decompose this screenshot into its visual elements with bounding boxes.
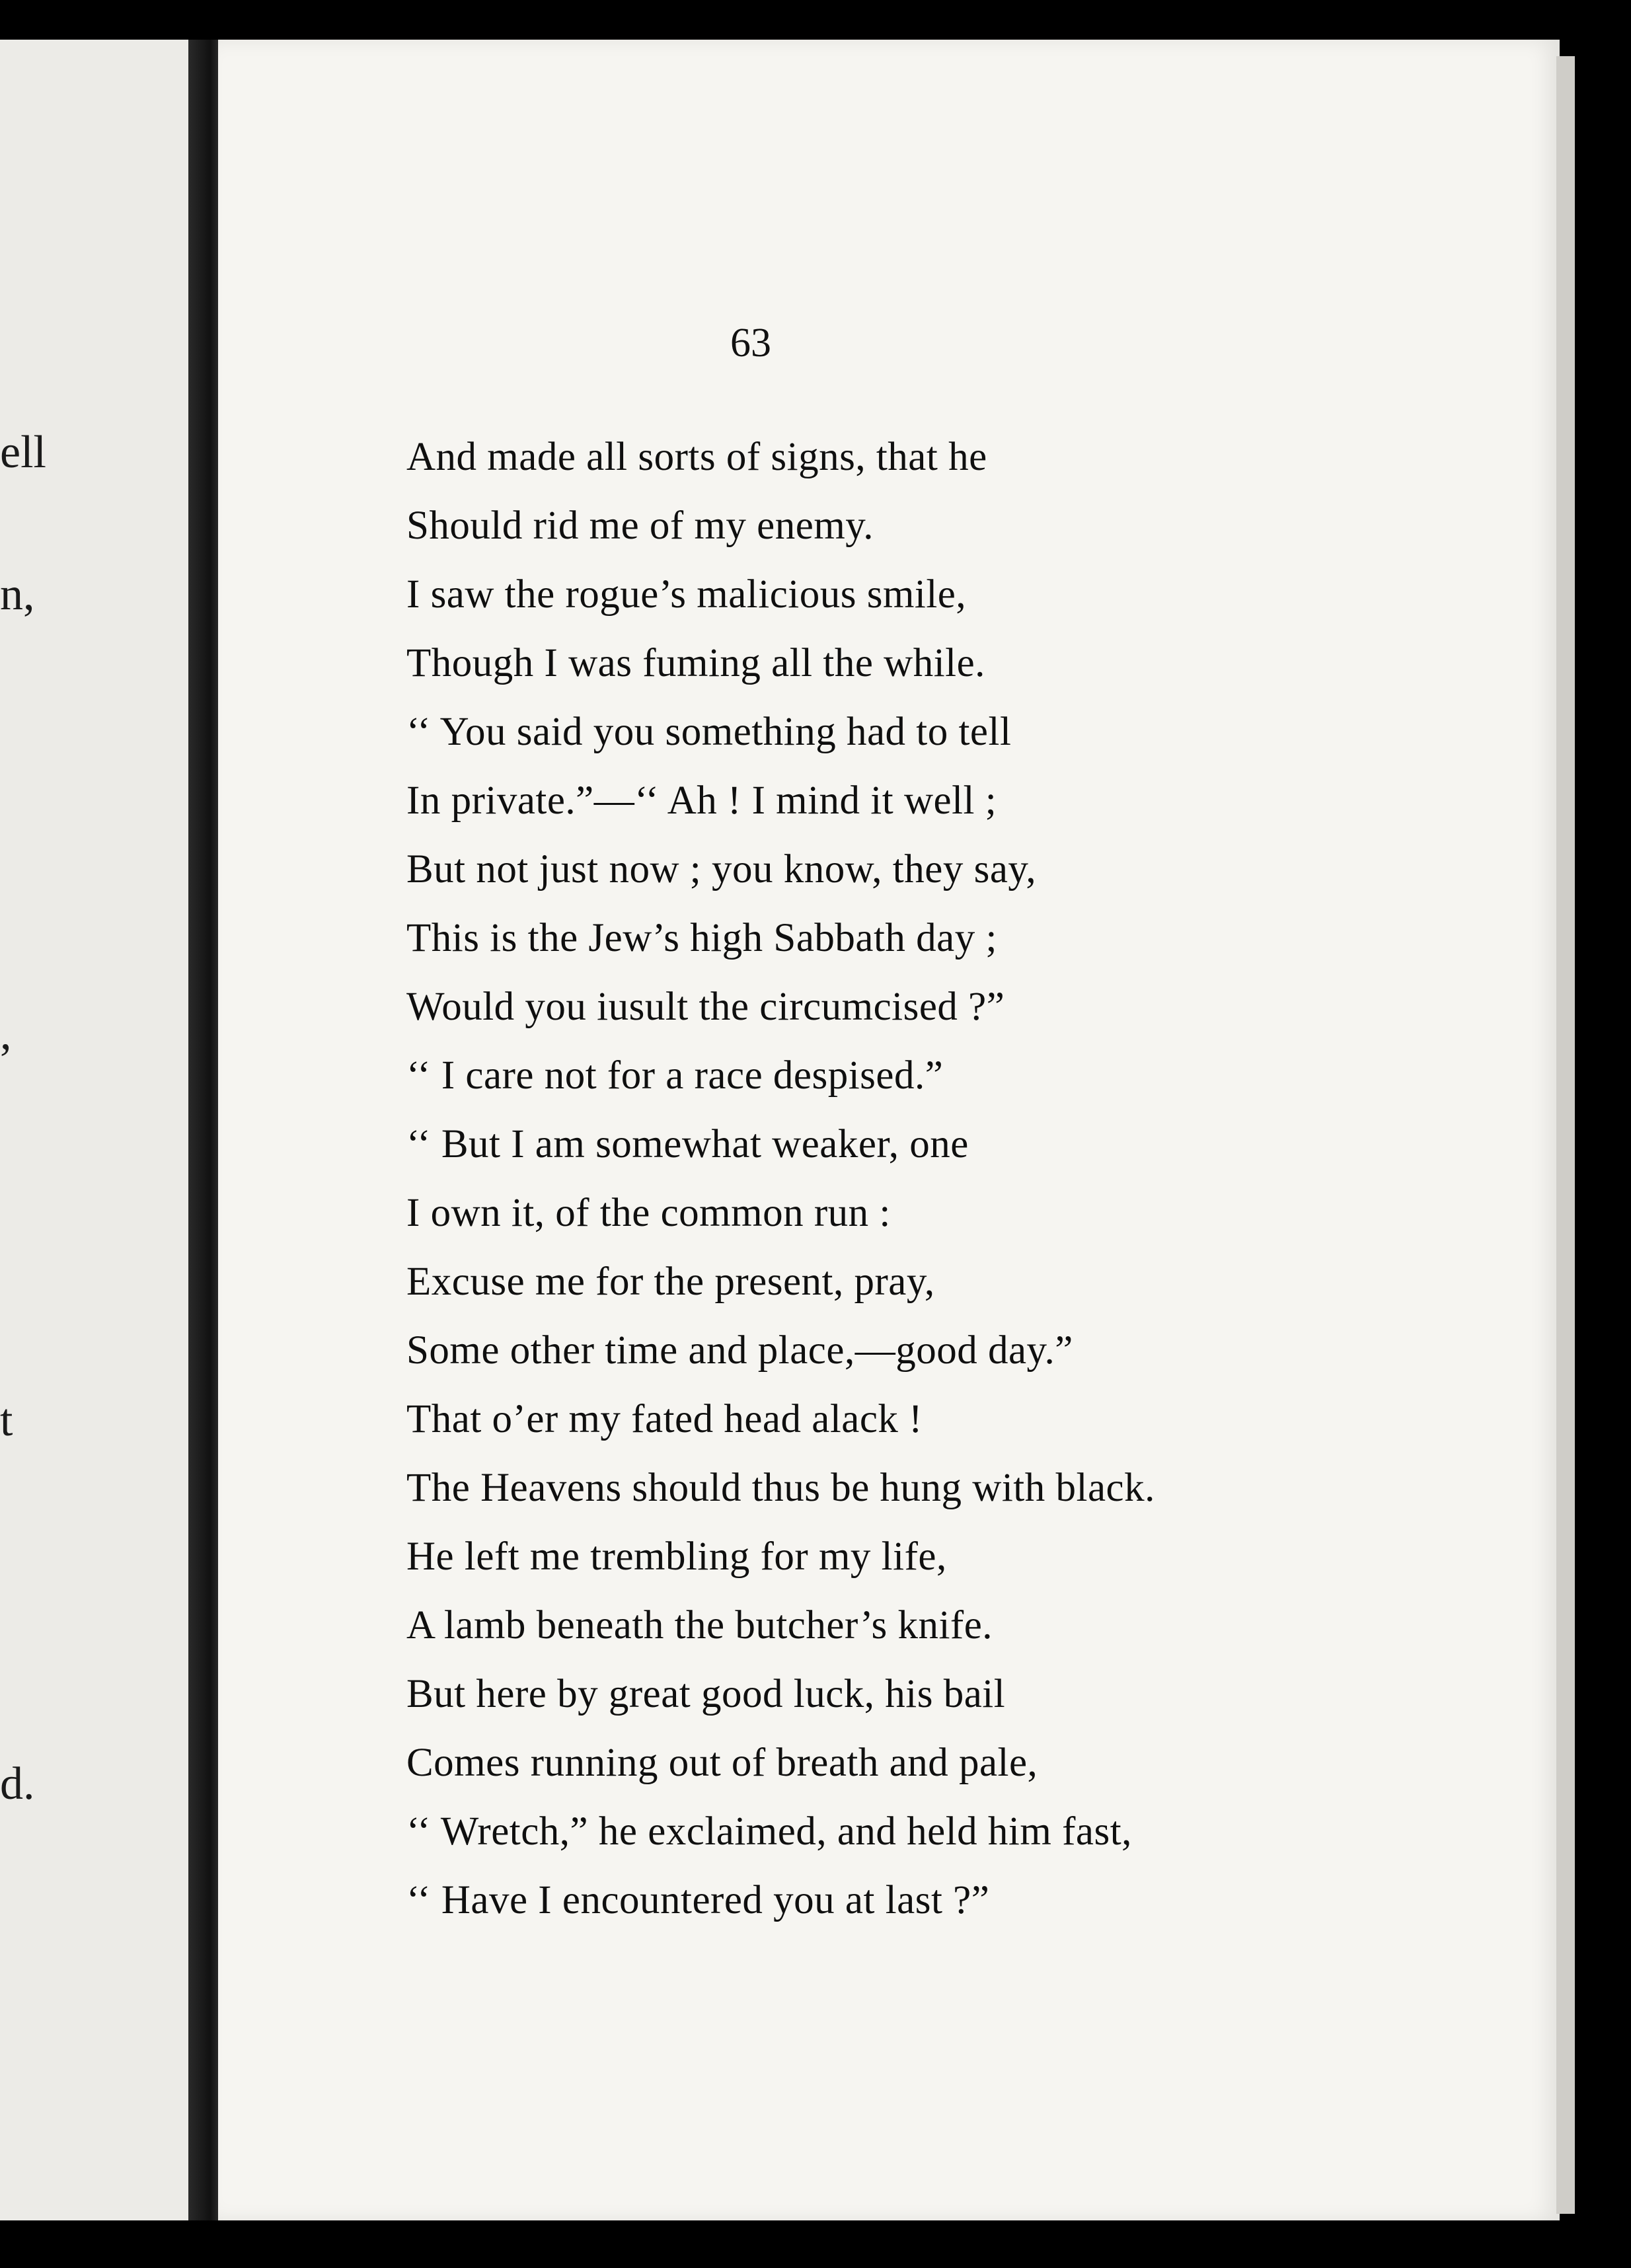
verse-line: He left me trembling for my life, bbox=[406, 1534, 947, 1579]
verse-line: ‘‘ Have I encountered you at last ?” bbox=[406, 1878, 990, 1922]
verse-line: But here by great good luck, his bail bbox=[406, 1672, 1006, 1716]
verse-line: In private.”—‘‘ Ah ! I mind it well ; bbox=[406, 778, 997, 823]
verse-line: Should rid me of my enemy. bbox=[406, 504, 874, 548]
facing-page-text: t bbox=[0, 1395, 13, 1446]
facing-page-text: ell bbox=[0, 427, 46, 478]
verse-line: I own it, of the common run : bbox=[406, 1191, 891, 1235]
verse-line: This is the Jew’s high Sabbath day ; bbox=[406, 916, 997, 960]
verse-line: Would you iusult the circumcised ?” bbox=[406, 985, 1005, 1029]
verse-line: Though I was fuming all the while. bbox=[406, 641, 985, 685]
verse-line: I saw the rogue’s malicious smile, bbox=[406, 572, 967, 617]
facing-page-text: n, bbox=[0, 569, 35, 620]
verse-line: ‘‘ Wretch,” he exclaimed, and held him fast, bbox=[406, 1809, 1132, 1854]
verse-line: But not just now ; you know, they say, bbox=[406, 847, 1037, 891]
verse-line: ‘‘ I care not for a race despised.” bbox=[406, 1053, 944, 1098]
verse-line: Comes running out of breath and pale, bbox=[406, 1741, 1038, 1785]
verse-line: ‘‘ You said you something had to tell bbox=[406, 710, 1012, 754]
verse-line: ‘‘ But I am somewhat weaker, one bbox=[406, 1122, 969, 1166]
verse-line: Some other time and place,—good day.” bbox=[406, 1328, 1073, 1373]
page-edge bbox=[1556, 56, 1575, 2214]
facing-page-text: , bbox=[0, 1008, 12, 1059]
verse-line: A lamb beneath the butcher’s knife. bbox=[406, 1603, 993, 1647]
verse-line: And made all sorts of signs, that he bbox=[406, 435, 987, 479]
verse-line: The Heavens should thus be hung with black. bbox=[406, 1466, 1155, 1510]
page-number: 63 bbox=[730, 321, 771, 365]
poem-verse bbox=[406, 423, 1530, 1935]
facing-page-fragment bbox=[0, 40, 188, 2220]
verse-line: That o’er my fated head alack ! bbox=[406, 1397, 923, 1441]
verse-line: Excuse me for the present, pray, bbox=[406, 1260, 935, 1304]
facing-page-text: d. bbox=[0, 1758, 35, 1809]
